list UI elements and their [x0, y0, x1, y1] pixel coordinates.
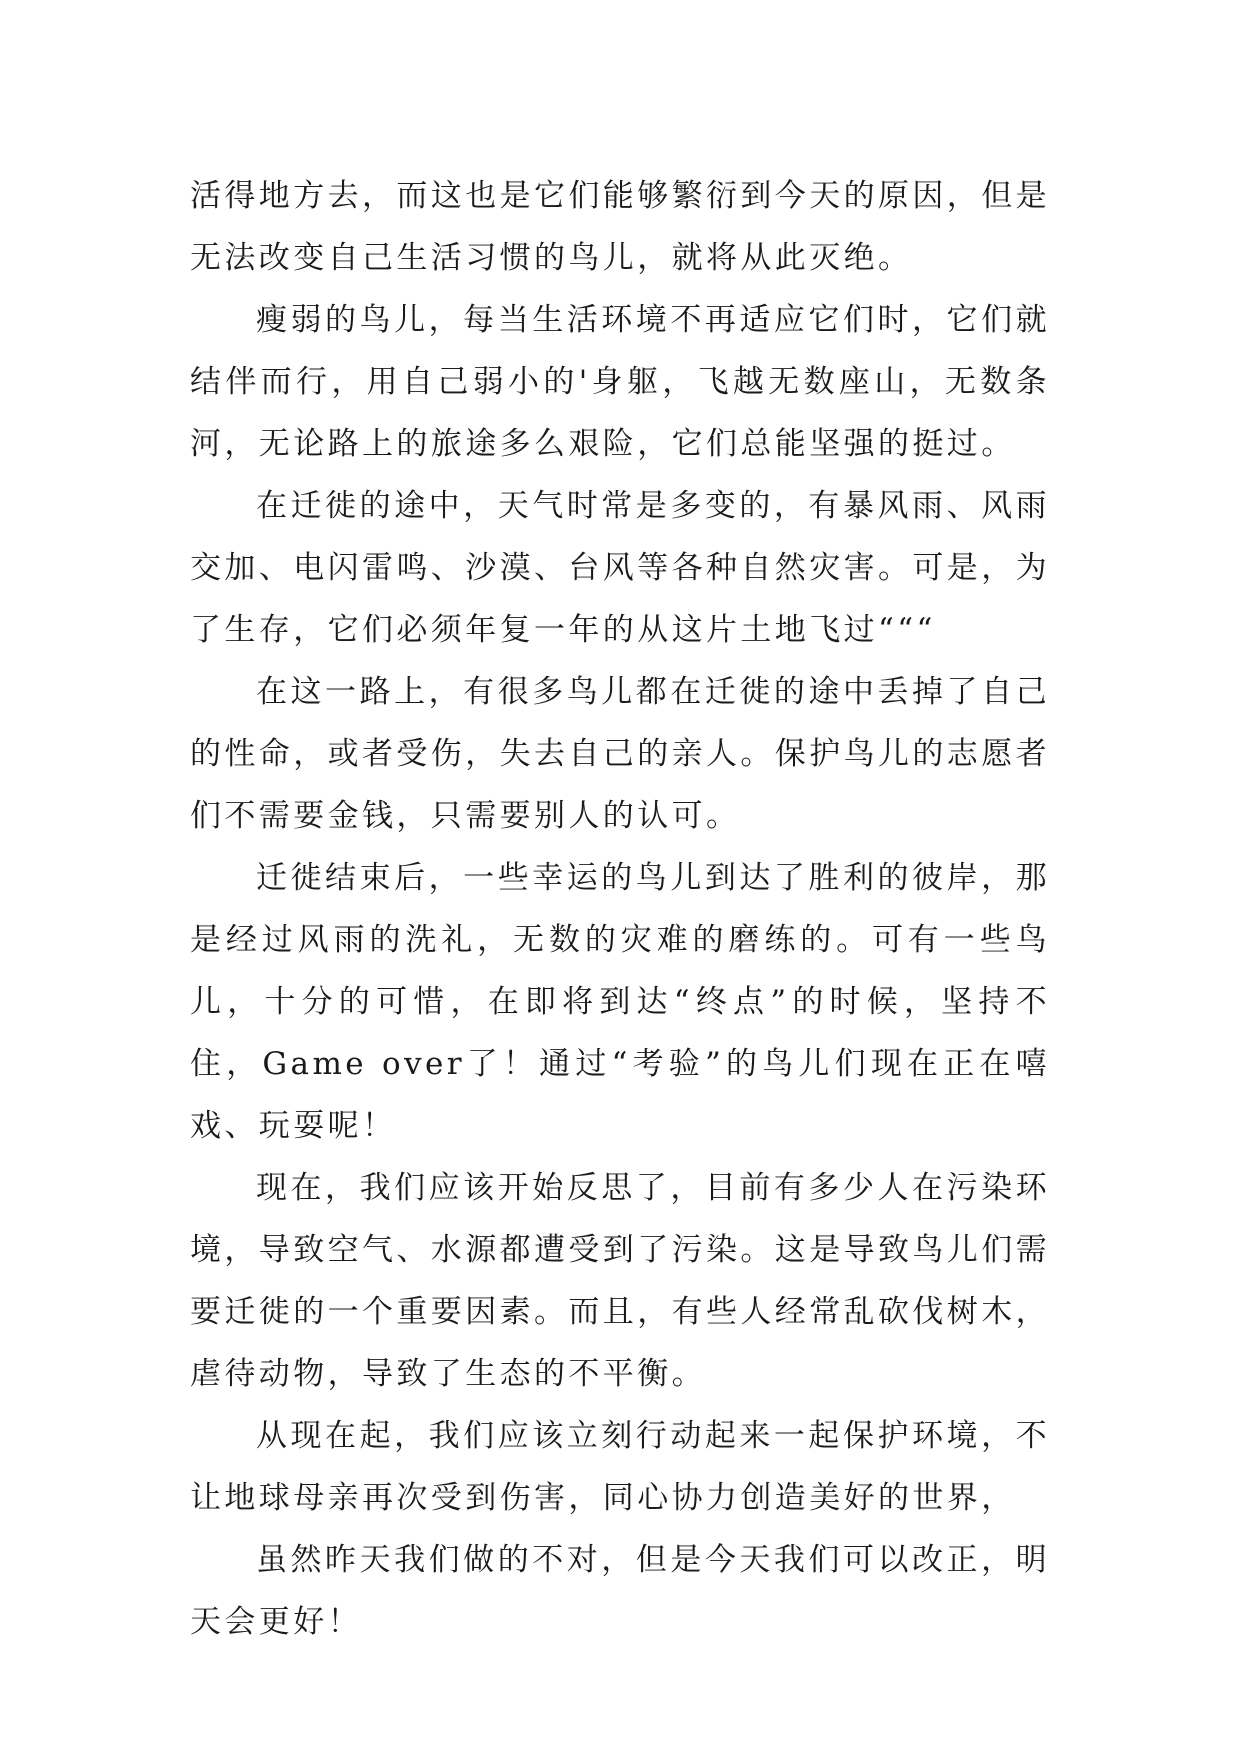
paragraph-7: 从现在起，我们应该立刻行动起来一起保护环境，不让地球母亲再次受到伤害，同心协力创造美好的世界，	[190, 1418, 1050, 1516]
paragraph-2: 瘦弱的鸟儿，每当生活环境不再适应它们时，它们就结伴而行，用自己弱小的'身躯，飞越无数座山，无数条河，无论路上的旅途多么艰险，它们总能坚强的挺过。	[190, 302, 1050, 462]
document-body	[190, 165, 1050, 1653]
paragraph-5: 迁徙结束后，一些幸运的鸟儿到达了胜利的彼岸，那是经过风雨的洗礼，无数的灾难的磨练的。可有一些鸟儿，十分的可惜，在即将到达“终点”的时候，坚持不住，Game over了！通过“考验”的鸟儿们现在正在嘻戏、玩耍呢！	[190, 860, 1050, 1144]
paragraph-4: 在这一路上，有很多鸟儿都在迁徙的途中丢掉了自己的性命，或者受伤，失去自己的亲人。保护鸟儿的志愿者们不需要金钱，只需要别人的认可。	[190, 674, 1050, 834]
paragraph-6: 现在，我们应该开始反思了，目前有多少人在污染环境，导致空气、水源都遭受到了污染。这是导致鸟儿们需要迁徙的一个重要因素。而且，有些人经常乱砍伐树木，虐待动物，导致了生态的不平衡。	[190, 1170, 1050, 1392]
paragraph-8: 虽然昨天我们做的不对，但是今天我们可以改正，明天会更好！	[190, 1542, 1050, 1640]
paragraph-1: 活得地方去，而这也是它们能够繁衍到今天的原因，但是无法改变自己生活习惯的鸟儿，就将从此灭绝。	[190, 178, 1050, 276]
paragraph-3: 在迁徙的途中，天气时常是多变的，有暴风雨、风雨交加、电闪雷鸣、沙漠、台风等各种自然灾害。可是，为了生存，它们必须年复一年的从这片土地飞过“““	[190, 488, 1050, 648]
